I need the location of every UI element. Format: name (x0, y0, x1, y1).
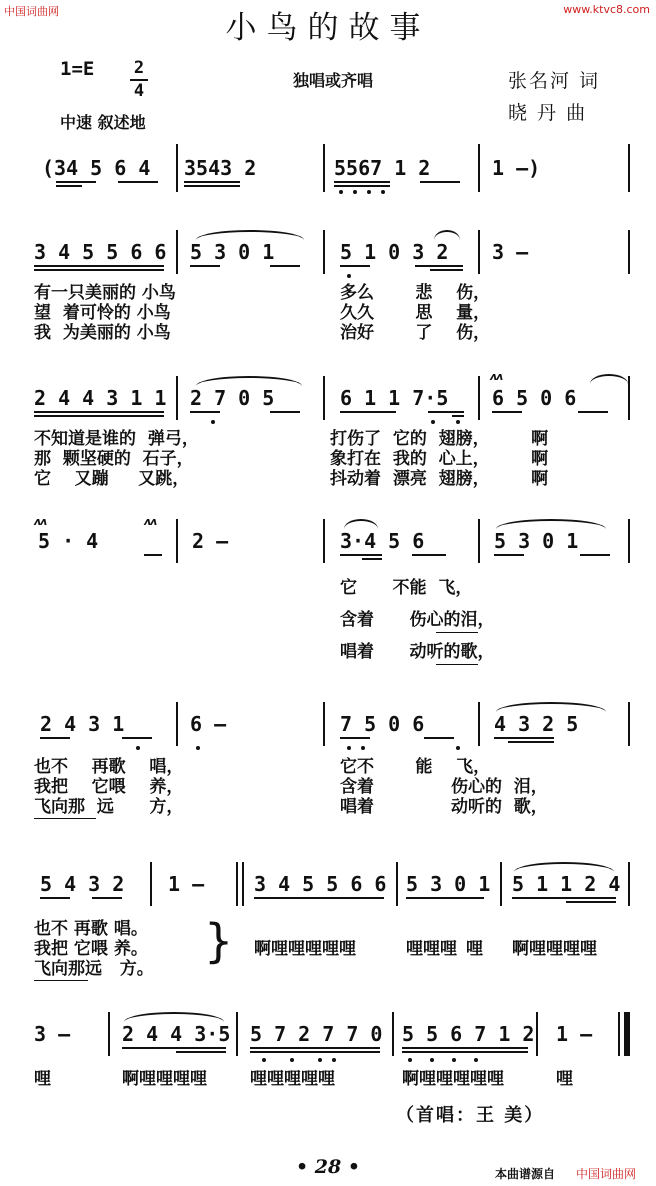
beam (492, 411, 522, 413)
beam (190, 265, 220, 267)
measure: 1 — (168, 872, 205, 896)
measure: 6 1 1 7·5 (340, 386, 449, 410)
barline (176, 519, 178, 563)
barline (628, 862, 630, 906)
barline (236, 862, 238, 906)
lyric-line: 我把 它喂 养。 (34, 939, 148, 959)
beam (512, 897, 616, 899)
beam (56, 181, 96, 183)
beam (118, 181, 158, 183)
beam (250, 1051, 380, 1053)
first-singer-credit: （首唱：王 美） (396, 1105, 545, 1126)
beam (406, 897, 484, 899)
octave-dot (347, 274, 351, 278)
lyric-line: 也不 再歌 唱， (34, 757, 184, 777)
measure: 5 7 2 7 7 0 (250, 1022, 383, 1046)
octave-dot (196, 746, 200, 750)
barline (628, 230, 630, 274)
octave-dot (431, 420, 435, 424)
measure: 2 7 0 5 (190, 386, 275, 410)
score-system-3 (0, 372, 656, 502)
octave-dot (367, 190, 371, 194)
beam (34, 411, 164, 413)
beam (34, 265, 164, 267)
lyric-line: 抖动着 漂亮 翅膀， 啊 (330, 469, 549, 489)
beam (362, 558, 382, 560)
melisma-underline (436, 664, 478, 665)
lyric-line: 多么 悲 伤， (340, 283, 491, 303)
measure: 3543 2 (184, 156, 257, 180)
refrain-lyric: 哩 (34, 1069, 51, 1089)
lyricist: 张名河 词 (508, 70, 601, 92)
octave-dot (408, 1058, 412, 1062)
composer: 晓 丹 曲 (508, 102, 588, 124)
measure: 3 — (492, 240, 529, 264)
octave-dot (474, 1058, 478, 1062)
watermark-right: www.ktvc8.com (563, 3, 650, 16)
beam (415, 265, 463, 267)
beam (580, 554, 610, 556)
beam (420, 181, 460, 183)
beam (190, 411, 220, 413)
barline (236, 1012, 238, 1056)
beam (92, 897, 122, 899)
barline (392, 1012, 394, 1056)
octave-dot (456, 746, 460, 750)
slur (196, 376, 302, 386)
octave-dot (290, 1058, 294, 1062)
measure: 3 — (34, 1022, 71, 1046)
time-signature-top: 2 (133, 58, 145, 78)
measure: 1 — (556, 1022, 593, 1046)
octave-dot (318, 1058, 322, 1062)
barline (478, 376, 480, 420)
lyric-line: 唱着 动听的 歌， (340, 797, 548, 817)
octave-dot (211, 420, 215, 424)
octave-dot (262, 1058, 266, 1062)
beam (412, 554, 446, 556)
lyric-line: 久久 思 量， (340, 303, 491, 323)
measure: 2 — (192, 529, 229, 553)
measure: 2 4 4 3·5 (122, 1022, 231, 1046)
lyric-line: 象打在 我的 心上， 啊 (330, 449, 549, 469)
score-system-6 (0, 858, 656, 988)
lyric-line: 它不 能 飞， (340, 757, 491, 777)
lyric-line: 不知道是谁的 弹弓， (34, 429, 199, 449)
trill-mark: ʌʌ (144, 515, 157, 528)
refrain-lyric: 啊哩哩哩哩哩 (402, 1069, 504, 1089)
lyric-line: 我把 它喂 养， (34, 777, 184, 797)
barline (478, 702, 480, 746)
beam (340, 411, 396, 413)
lyric-line: 治好 了 伤， (340, 323, 491, 343)
score-system-2 (0, 226, 656, 356)
refrain-lyric: 哩 (466, 939, 483, 959)
beam (402, 1051, 528, 1053)
trill-mark: ʌʌ (490, 370, 503, 383)
measure: 5 1 0 3 2 (340, 240, 449, 264)
score-system-4 (0, 515, 656, 665)
measure: 2 4 3 1 (40, 712, 125, 736)
slur (434, 230, 460, 240)
beam (340, 737, 370, 739)
lyric-line: 飞向那远 方。 (34, 959, 154, 979)
octave-dot (332, 1058, 336, 1062)
beam (34, 415, 164, 417)
octave-dot (452, 1058, 456, 1062)
measure: (34 5 6 4 (42, 156, 151, 180)
octave-dot (456, 420, 460, 424)
beam (494, 737, 554, 739)
refrain-lyric: 哩 (556, 1069, 573, 1089)
measure: 3 4 5 5 6 6 (254, 872, 387, 896)
barline (628, 519, 630, 563)
lyric-line: 打伤了 它的 翅膀， 啊 (330, 429, 549, 449)
octave-dot (136, 746, 140, 750)
melisma-underline (436, 632, 478, 633)
beam (56, 185, 82, 187)
barline (323, 519, 325, 563)
score-system-5 (0, 698, 656, 828)
measure: 6 — (190, 712, 227, 736)
beam (40, 897, 70, 899)
slur (196, 230, 304, 240)
barline (628, 376, 630, 420)
lyric-brace: } (204, 914, 234, 968)
barline (323, 376, 325, 420)
page-number: • 28 • (296, 1156, 360, 1178)
measure: 5 5 6 7 1 2 (402, 1022, 535, 1046)
barline (628, 144, 630, 192)
lyric-line: 有一只美丽的 小鸟 (34, 283, 176, 303)
beam (430, 269, 463, 271)
barline (396, 862, 398, 906)
lyric-line: 飞向那 远 方， (34, 797, 184, 817)
lyric-line: 那 颗坚硬的 石子， (34, 449, 194, 469)
measure: 5567 1 2 (334, 156, 431, 180)
beam (566, 901, 616, 903)
barline (618, 1012, 620, 1056)
melisma-underline (34, 818, 96, 819)
barline (478, 144, 480, 192)
slur (496, 519, 606, 529)
measure: 3 4 5 5 6 6 (34, 240, 167, 264)
beam (340, 554, 382, 556)
key-signature: 1=E (60, 58, 95, 80)
song-title: 小鸟的故事 (225, 10, 431, 46)
beam (254, 897, 384, 899)
refrain-lyric: 哩哩哩哩哩 (250, 1069, 335, 1089)
refrain-lyric: 啊哩哩哩哩 (512, 939, 597, 959)
barline (323, 144, 325, 192)
barline (500, 862, 502, 906)
beam (184, 181, 240, 183)
measure: 5 1 1 2 4 (512, 872, 621, 896)
beam (250, 1047, 380, 1049)
lyric-line: 我 为美丽的 小鸟 (34, 323, 171, 343)
beam (40, 737, 70, 739)
beam (428, 411, 464, 413)
barline (323, 230, 325, 274)
lyric-line: 它 又蹦 又跳， (34, 469, 190, 489)
lyric-line: 望 着可怜的 小鸟 (34, 303, 171, 323)
beam (494, 554, 524, 556)
beam (340, 265, 370, 267)
barline (176, 702, 178, 746)
barline (628, 702, 630, 746)
beam (578, 411, 608, 413)
beam (334, 185, 390, 187)
beam (176, 1051, 226, 1053)
source-site: 中国词曲网 (576, 1167, 637, 1181)
barline (176, 230, 178, 274)
melisma-underline (34, 980, 88, 981)
octave-dot (347, 746, 351, 750)
beam (184, 185, 240, 187)
measure: 2 4 4 3 1 1 (34, 386, 167, 410)
beam (270, 411, 300, 413)
beam (402, 1047, 528, 1049)
measure: 5 3 0 1 (494, 529, 579, 553)
octave-dot (339, 190, 343, 194)
watermark-left: 中国词曲网 (4, 5, 59, 18)
beam (34, 269, 164, 271)
source-label: 本曲谱源自 (495, 1167, 556, 1181)
beam (144, 554, 162, 556)
slur (124, 1012, 224, 1022)
octave-dot (361, 746, 365, 750)
barline (176, 144, 178, 192)
octave-dot (381, 190, 385, 194)
measure: 5 4 3 2 (40, 872, 125, 896)
measure: 7 5 0 6 (340, 712, 425, 736)
slur (496, 702, 606, 712)
measure: 3·4 5 6 (340, 529, 425, 553)
lyric-line: 它 不能 飞， (340, 578, 473, 598)
barline (242, 862, 244, 906)
barline (536, 1012, 538, 1056)
barline (323, 702, 325, 746)
slur (344, 519, 378, 529)
lyric-line: 含着 伤心的 泪， (340, 777, 548, 797)
measure: 5 · 4 (38, 529, 99, 553)
lyric-line: 也不 再歌 唱。 (34, 919, 148, 939)
beam (508, 741, 554, 743)
barline (108, 1012, 110, 1056)
trill-mark: ʌʌ (34, 515, 47, 528)
slur (590, 374, 628, 384)
beam (334, 181, 390, 183)
measure: 5 3 0 1 (406, 872, 491, 896)
lyric-line: 含着 伤心的泪， (340, 610, 495, 630)
lyric-line: 唱着 动听的歌， (340, 642, 495, 662)
beam (424, 737, 454, 739)
barline (478, 230, 480, 274)
performance-style: 独唱或齐唱 (293, 71, 374, 90)
beam (122, 1047, 226, 1049)
beam (122, 737, 152, 739)
refrain-lyric: 哩哩哩 (406, 939, 457, 959)
slur (514, 862, 614, 872)
tempo-marking: 中速 叙述地 (60, 113, 146, 132)
octave-dot (353, 190, 357, 194)
refrain-lyric: 啊哩哩哩哩哩 (254, 939, 356, 959)
barline (176, 376, 178, 420)
measure: 6 5 0 6 (492, 386, 577, 410)
octave-dot (430, 1058, 434, 1062)
time-signature-bottom: 4 (130, 79, 148, 102)
beam (452, 415, 464, 417)
score-system-7 (0, 1008, 656, 1098)
time-signature (130, 58, 148, 102)
barline (478, 519, 480, 563)
barline (150, 862, 152, 906)
final-barline (624, 1012, 630, 1056)
beam (270, 265, 300, 267)
measure: 5 3 0 1 (190, 240, 275, 264)
measure: 4 3 2 5 (494, 712, 579, 736)
score-system-1 (0, 140, 656, 200)
refrain-lyric: 啊哩哩哩哩 (122, 1069, 207, 1089)
measure: 1 —) (492, 156, 541, 180)
